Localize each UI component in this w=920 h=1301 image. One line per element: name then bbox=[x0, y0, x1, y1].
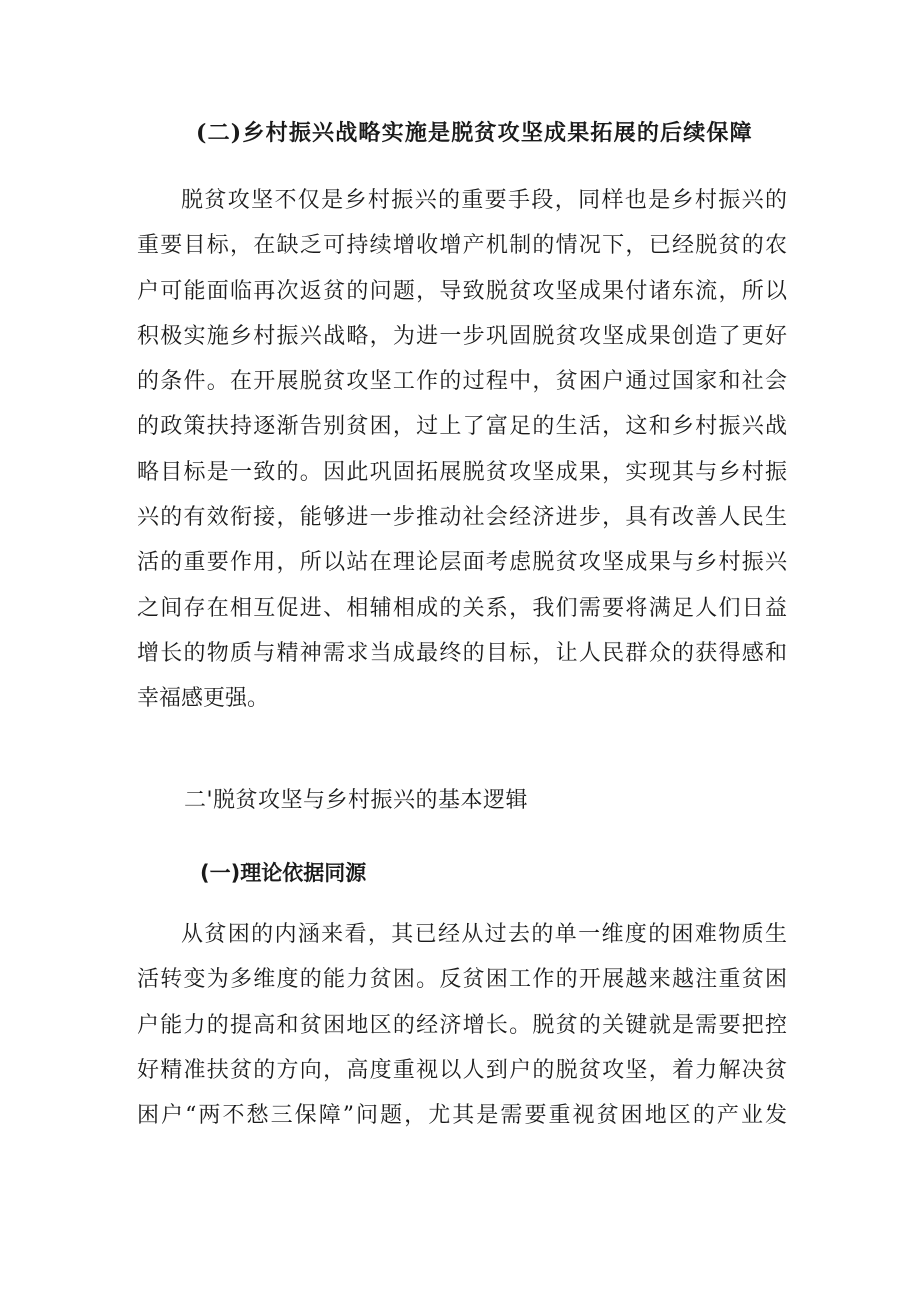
paragraph-line: 脱贫攻坚不仅是乡村振兴的重要手段，同样也是乡村振兴的 bbox=[181, 188, 787, 213]
paragraph-line: 户可能面临再次返贫的问题，导致脱贫攻坚成果付诸东流，所以 bbox=[137, 278, 787, 304]
paragraph-line: 重要目标，在缺乏可持续增收增产机制的情况下，已经脱贫的农 bbox=[137, 233, 787, 259]
paragraph-rural-revitalization bbox=[137, 178, 787, 722]
section-heading-rural-revitalization-guarantee: (二)乡村振兴战略实施是脱贫攻坚成果拓展的后续保障 bbox=[196, 120, 753, 146]
paragraph-line: 困户“两不愁三保障”问题，尤其是需要重视贫困地区的产业发 bbox=[137, 1103, 787, 1129]
section-heading-basic-logic: 二'脱贫攻坚与乡村振兴的基本逻辑 bbox=[184, 788, 529, 813]
paragraph-poverty-connotation bbox=[137, 912, 787, 1138]
paragraph-line: 积极实施乡村振兴战略，为进一步巩固脱贫攻坚成果创造了更好 bbox=[137, 323, 787, 349]
paragraph-line: 之间存在相互促进、相辅相成的关系，我们需要将满足人们日益 bbox=[137, 595, 787, 621]
paragraph-line: 活转变为多维度的能力贫困。反贫困工作的开展越来越注重贫困 bbox=[137, 967, 787, 993]
paragraph-line: 兴的有效衔接，能够进一步推动社会经济进步，具有改善人民生 bbox=[137, 505, 787, 531]
paragraph-line: 增长的物质与精神需求当成最终的目标，让人民群众的获得感和 bbox=[137, 640, 787, 666]
paragraph-line: 的政策扶持逐渐告别贫困，过上了富足的生活，这和乡村振兴战 bbox=[137, 414, 787, 440]
paragraph-line: 的条件。在开展脱贫攻坚工作的过程中，贫困户通过国家和社会 bbox=[137, 369, 787, 395]
paragraph-line: 幸福感更强。 bbox=[137, 686, 270, 712]
paragraph-line: 户能力的提高和贫困地区的经济增长。脱贫的关键就是需要把控 bbox=[137, 1012, 787, 1038]
subsection-heading-theory-basis: (一)理论依据同源 bbox=[200, 861, 367, 885]
paragraph-line: 从贫困的内涵来看，其已经从过去的单一维度的困难物质生 bbox=[181, 922, 787, 947]
paragraph-line: 好精准扶贫的方向，高度重视以人到户的脱贫攻坚，着力解决贫 bbox=[137, 1057, 787, 1083]
paragraph-line: 略目标是一致的。因此巩固拓展脱贫攻坚成果，实现其与乡村振 bbox=[137, 459, 787, 485]
paragraph-line: 活的重要作用，所以站在理论层面考虑脱贫攻坚成果与乡村振兴 bbox=[137, 550, 787, 576]
